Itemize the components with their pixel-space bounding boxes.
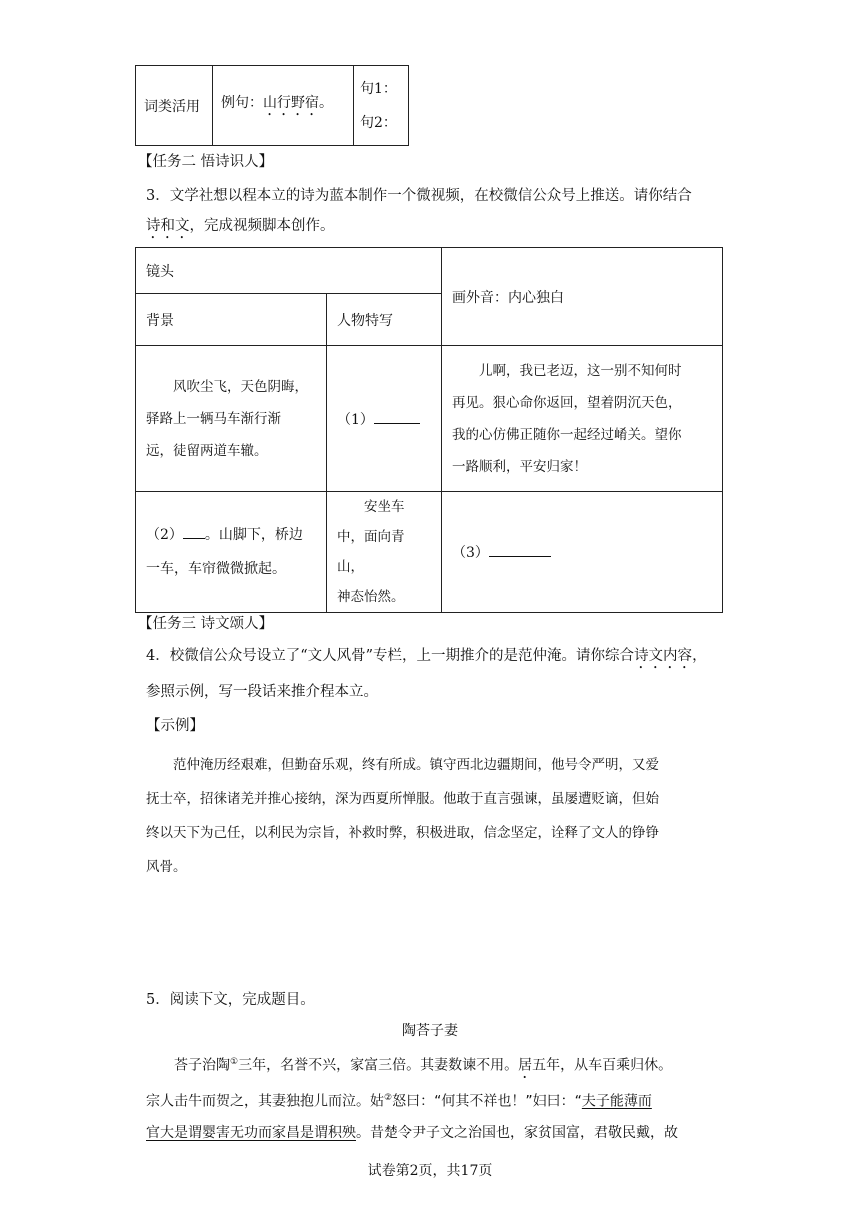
- row2-voiceover: [442, 492, 723, 613]
- row2-char-line: 安坐车: [364, 499, 405, 515]
- passage-title-text: 陶荅子妻: [402, 1023, 458, 1039]
- footnote-1-marker: ①: [230, 1057, 239, 1067]
- row1-voice-line: 儿啊，我已老迈，这一别不知何时: [479, 362, 682, 379]
- blank-2[interactable]: [183, 524, 205, 539]
- row1-voiceover: [442, 346, 723, 492]
- q4-line1: [146, 646, 707, 672]
- row1-background: [136, 346, 327, 492]
- header-voiceover: 画外音：内心独白: [442, 248, 723, 346]
- row2-bg-rest: 。山脚下，桥边: [204, 527, 303, 543]
- example-paragraph: [146, 748, 726, 884]
- passage-text: 宗人击牛而贺之，其妻独抱儿而泣。姑: [146, 1093, 384, 1110]
- row1-voice-line: 再见。狠心命你返回，望着阴沉天色，: [452, 394, 682, 411]
- example-sentence: 山行野宿。: [263, 95, 333, 111]
- example-line: 抚士卒，招徕诸羌并推心接纳，深为西夏所惮服。他敢于直言强谏，虽屡遭贬谪，但始: [146, 791, 659, 807]
- row1-bg-line: 风吹尘飞，天色阴晦，: [173, 378, 308, 395]
- passage-text: 五年，从车百乘归休。: [532, 1057, 673, 1074]
- q3-line2: [146, 216, 335, 242]
- q3-line1: 3．文学社想以程本立的诗为蓝本制作一个微视频，在校微信公众号上推送。请你结合: [146, 188, 692, 204]
- passage-title: [0, 1020, 860, 1040]
- row1-character: [327, 346, 442, 492]
- sentence2-label[interactable]: 句2：: [360, 114, 397, 131]
- row1-bg-line: 驿路上一辆马车渐行渐: [146, 410, 281, 427]
- passage-text: 。昔楚令尹子文之治国也，家贫国富，君敬民戴，故: [356, 1125, 678, 1142]
- header-background: 背景: [136, 294, 327, 346]
- row1-bg-line: 远，徒留两道车辙。: [146, 442, 268, 459]
- q5-line: 5．阅读下文，完成题目。: [146, 992, 315, 1008]
- row2-char-line: 神态怡然。: [337, 589, 405, 605]
- passage-line3: [146, 1117, 726, 1149]
- example-line: 风骨。: [146, 859, 187, 875]
- task2-heading: 【任务二 悟诗识人】: [138, 154, 274, 170]
- video-script-table: [135, 247, 723, 613]
- q4-line1-a: 4．校微信公众号设立了“文人风骨”专栏，上一期推介的是范仲淹。请你综合: [146, 648, 635, 664]
- passage-text: 怒曰：“何其不祥也！”妇曰：“: [392, 1093, 582, 1110]
- underlined-sentence: 夫子能薄而: [581, 1093, 652, 1110]
- passage-text: 三年，名誉不兴，家富三倍。其妻数谏不用。: [238, 1057, 519, 1074]
- blank-3-label: （3）: [452, 545, 489, 561]
- row1-voice-line: 我的心仿佛正随你一起经过崤关。望你: [452, 426, 682, 443]
- blank-2-label: （2）: [146, 527, 183, 543]
- page-number: 试卷第2页，共17页: [367, 1163, 493, 1179]
- passage-line2: [146, 1082, 726, 1118]
- row2-char-line: 中，面向青山，: [337, 529, 405, 575]
- header-shot: 镜头: [136, 248, 442, 294]
- example-sentence-cell: [213, 66, 354, 146]
- q4-line2: 参照示例，写一段话来推介程本立。: [146, 684, 378, 700]
- passage-line1: [146, 1046, 726, 1082]
- header-character: 人物特写: [327, 294, 442, 346]
- blank-1-label: （1）: [337, 411, 374, 428]
- q3-line2-rest: ，完成视频脚本创作。: [189, 218, 335, 234]
- row1-voice-line: 一路顺利，平安归家！: [452, 458, 587, 475]
- row2-background: [136, 492, 327, 613]
- q3-dotted-text: 诗和文: [146, 218, 190, 234]
- row2-bg-line1: [146, 518, 316, 552]
- row2-bg-line2: 一车，车帘微微掀起。: [146, 561, 286, 577]
- word-class-table: [135, 65, 409, 146]
- passage-body: [146, 1046, 726, 1149]
- task3-heading: 【任务三 诗文颂人】: [138, 616, 274, 632]
- example-prefix: 例句：: [221, 95, 263, 111]
- passage-text: 荅子治陶: [174, 1057, 230, 1074]
- example-heading: 【示例】: [146, 718, 204, 734]
- blank-1[interactable]: [374, 409, 420, 424]
- q4-dotted-text: 诗文内容: [634, 648, 693, 664]
- underlined-sentence: 官大是谓婴害无功而家昌是谓积殃: [146, 1125, 356, 1142]
- page-footer: [0, 1160, 860, 1180]
- sentence1-label[interactable]: 句1：: [360, 80, 397, 97]
- footnote-2-marker: ②: [384, 1092, 393, 1103]
- blank-3[interactable]: [489, 542, 551, 557]
- row2-character: [327, 492, 442, 613]
- word-class-label: 词类活用: [136, 66, 213, 146]
- passage-dotted-char: 居: [518, 1057, 533, 1074]
- example-line: 范仲淹历经艰难，但勤奋乐观，终有所成。镇守西北边疆期间，他号令严明，又爱: [173, 757, 659, 773]
- answer-sentences-cell: [354, 66, 409, 146]
- q4-line1-b: ，: [692, 648, 707, 664]
- example-line: 终以天下为己任，以利民为宗旨，补救时弊，积极进取，信念坚定，诠释了文人的铮铮: [146, 825, 659, 841]
